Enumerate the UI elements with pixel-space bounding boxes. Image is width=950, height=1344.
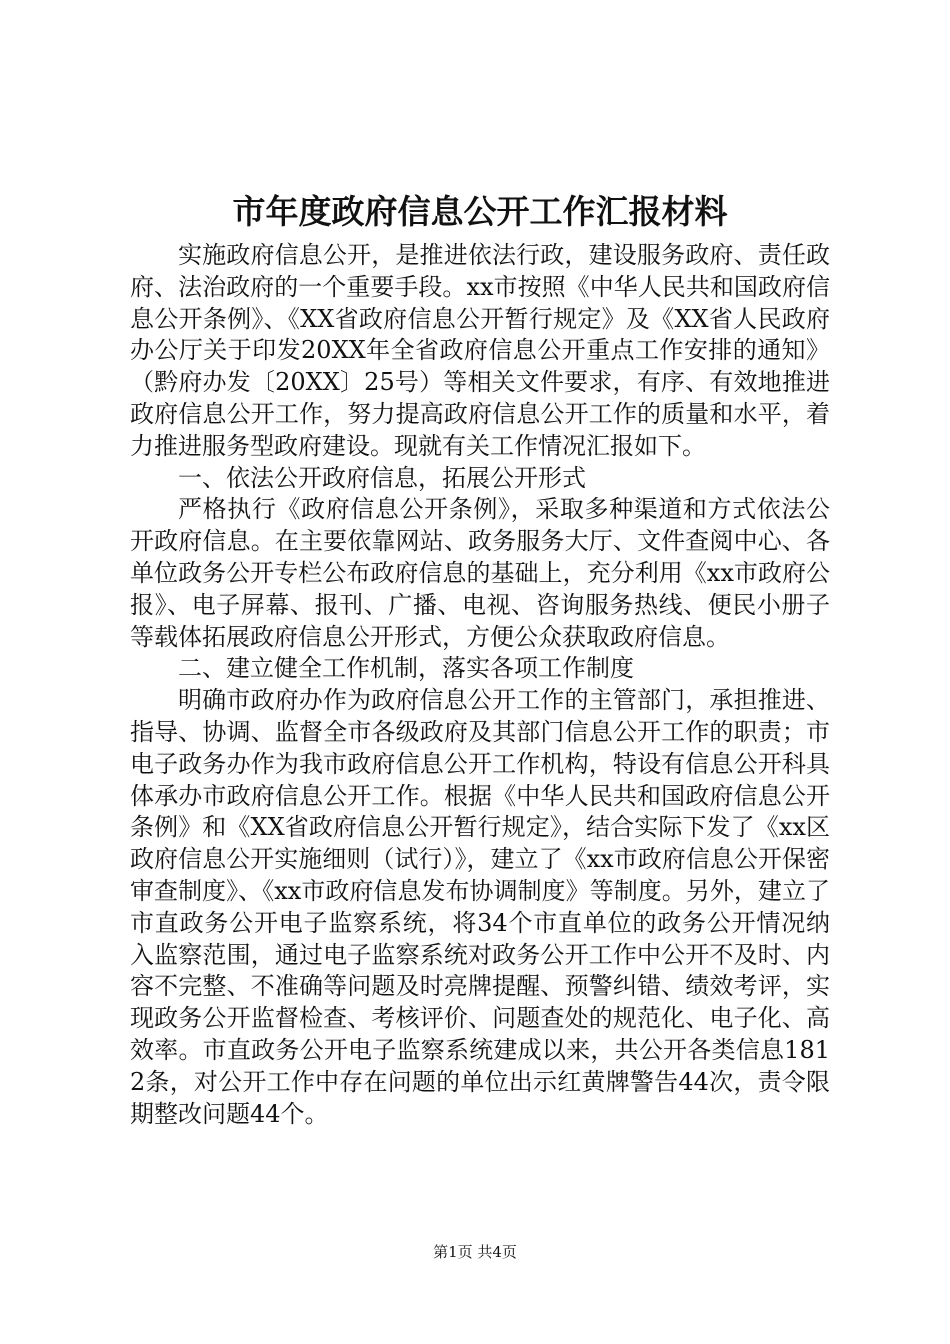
document-page bbox=[130, 184, 830, 1130]
section-heading-1: 一、依法公开政府信息，拓展公开形式 bbox=[178, 463, 586, 492]
document-title: 市年度政府信息公开工作汇报材料 bbox=[232, 192, 728, 231]
document-body bbox=[130, 240, 830, 1130]
paragraph-intro: 实施政府信息公开，是推进依法行政，建设服务政府、责任政府、法治政府的一个重要手段。xx市按照《中华人民共和国政府信息公开条例》、《XX省政府信息公开暂行规定》及《XX省人民政府办公厅关于印发20XX年全省政府信息公开重点工作安排的通知》（黔府办发〔20XX〕25号）等相关文件要求，有序、有效地推进政府信息公开工作，努力提高政府信息公开工作的质量和水平，着力推进服务型政府建设。现就有关工作情况汇报如下。 bbox=[130, 241, 830, 460]
paragraph-section-2: 明确市政府办作为政府信息公开工作的主管部门，承担推进、指导、协调、监督全市各级政府及其部门信息公开工作的职责；市电子政务办作为我市政府信息公开工作机构，特设有信息公开科具体承办市政府信息公开工作。根据《中华人民共和国政府信息公开条例》和《XX省政府信息公开暂行规定》，结合实际下发了《xx区政府信息公开实施细则（试行）》，建立了《xx市政府信息公开保密审查制度》、《xx市政府信息发布协调制度》等制度。另外，建立了市直政务公开电子监察系统，将34个市直单位的政务公开情况纳入监察范围，通过电子监察系统对政务公开工作中公开不及时、内容不完整、不准确等问题及时亮牌提醒、预警纠错、绩效考评，实现政务公开监督检查、考核评价、问题查处的规范化、电子化、高效率。市直政务公开电子监察系统建成以来，共公开各类信息1812条，对公开工作中存在问题的单位出示红黄牌警告44次，责令限期整改问题44个。 bbox=[130, 686, 830, 1128]
page-number-footer: 第1页 共4页 bbox=[433, 1243, 517, 1261]
section-heading-2: 二、建立健全工作机制，落实各项工作制度 bbox=[178, 654, 634, 683]
paragraph-section-1: 严格执行《政府信息公开条例》，采取多种渠道和方式依法公开政府信息。在主要依靠网站、政务服务大厅、文件查阅中心、各单位政务公开专栏公布政府信息的基础上，充分利用《xx市政府公报》、电子屏幕、报刊、广播、电视、咨询服务热线、便民小册子等载体拓展政府信息公开形式，方便公众获取政府信息。 bbox=[130, 495, 830, 651]
